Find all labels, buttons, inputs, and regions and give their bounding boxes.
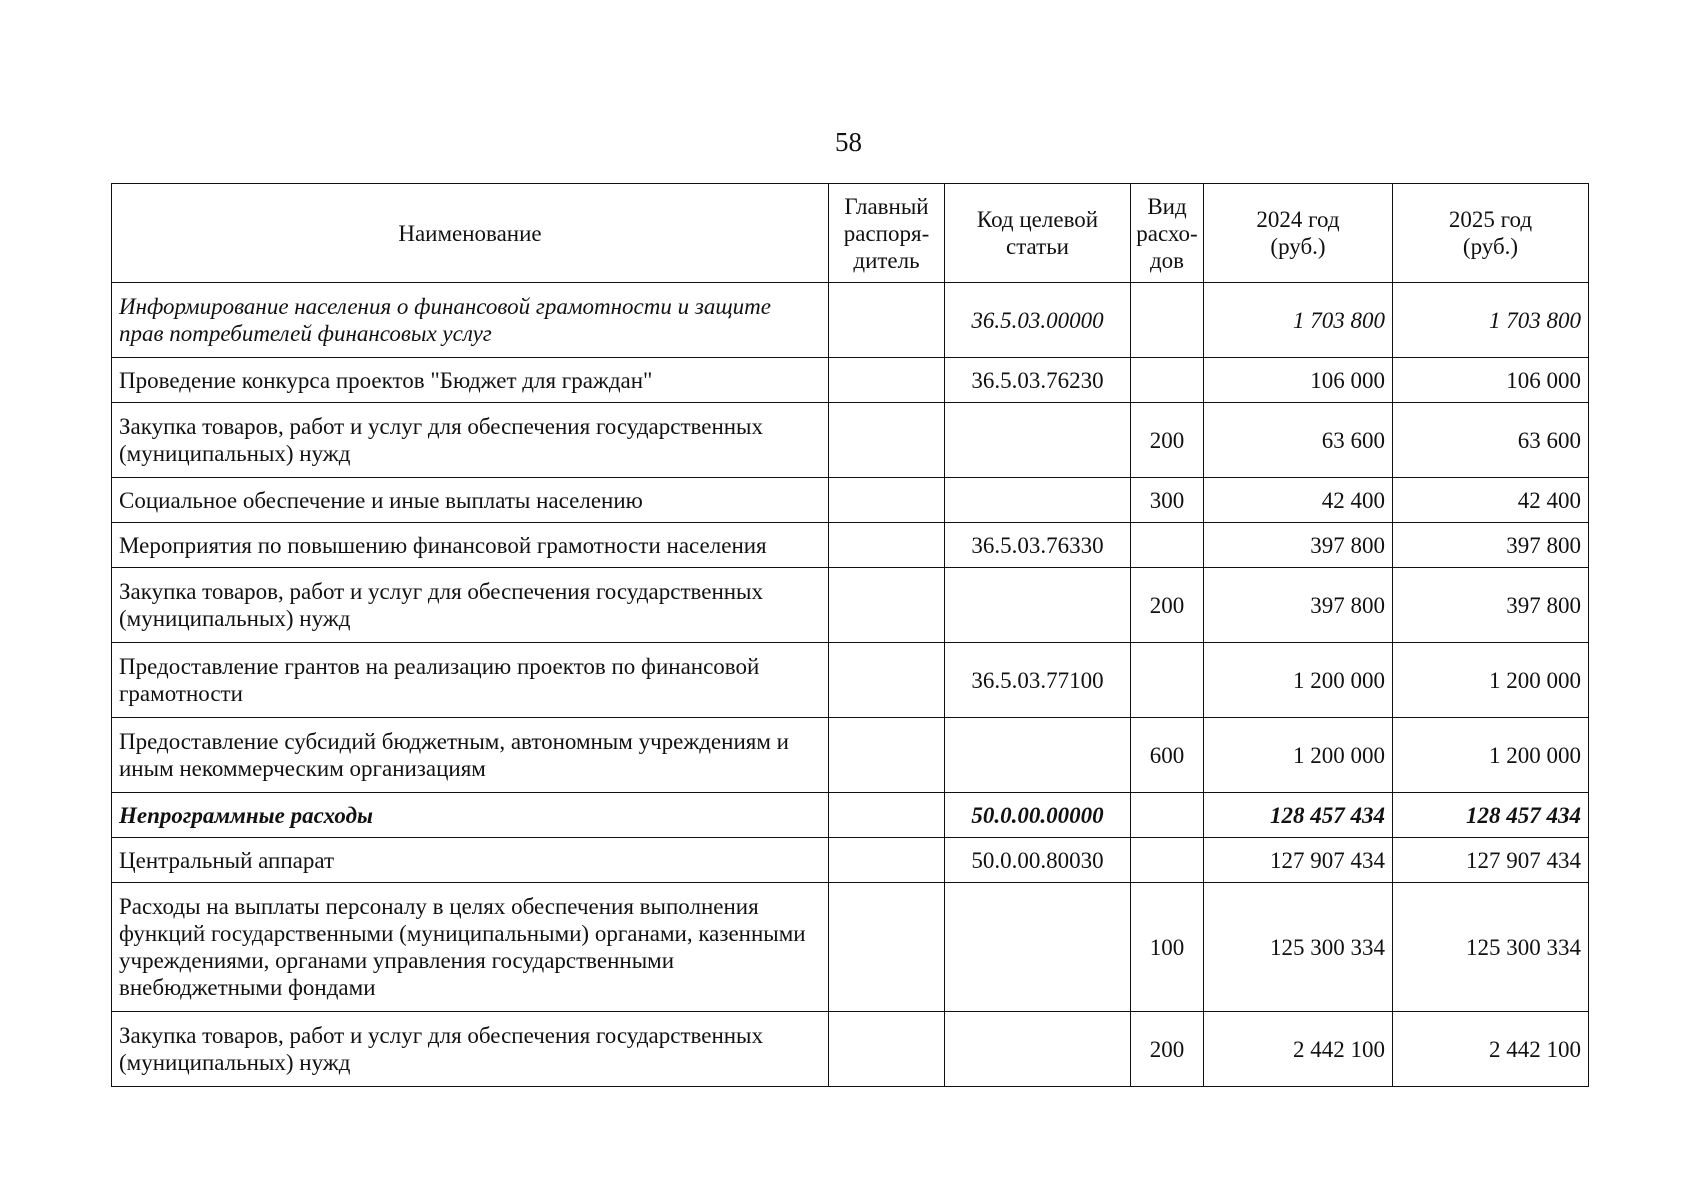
table-row xyxy=(112,643,1589,718)
row-code xyxy=(945,718,1131,793)
row-type: 200 xyxy=(1131,568,1204,643)
row-name: Предоставление грантов на реализацию проектов по финансовой грамотности xyxy=(112,643,829,718)
header-manager: Главный распоря- дитель xyxy=(829,184,945,283)
row-name: Центральный аппарат xyxy=(112,838,829,883)
header-type: Вид расхо- дов xyxy=(1131,184,1204,283)
row-code xyxy=(945,403,1131,478)
table-row xyxy=(112,793,1589,838)
row-amount-2025: 63 600 xyxy=(1393,403,1589,478)
row-name: Проведение конкурса проектов "Бюджет для граждан" xyxy=(112,358,829,403)
row-name: Непрограммные расходы xyxy=(112,793,829,838)
row-amount-2025: 397 800 xyxy=(1393,568,1589,643)
row-name: Предоставление субсидий бюджетным, автономным учреждениям и иным некоммерческим организациям xyxy=(112,718,829,793)
row-name: Закупка товаров, работ и услуг для обеспечения государственных (муниципальных) нужд xyxy=(112,1012,829,1087)
row-manager xyxy=(829,568,945,643)
row-code xyxy=(945,478,1131,523)
table-row xyxy=(112,478,1589,523)
row-amount-2025: 1 200 000 xyxy=(1393,643,1589,718)
row-code: 36.5.03.76330 xyxy=(945,523,1131,568)
row-amount-2025: 125 300 334 xyxy=(1393,883,1589,1012)
header-2025: 2025 год (руб.) xyxy=(1393,184,1589,283)
row-amount-2024: 397 800 xyxy=(1204,568,1393,643)
row-code: 50.0.00.80030 xyxy=(945,838,1131,883)
row-code xyxy=(945,1012,1131,1087)
table-row xyxy=(112,283,1589,358)
row-type: 100 xyxy=(1131,883,1204,1012)
row-amount-2025: 1 200 000 xyxy=(1393,718,1589,793)
row-amount-2025: 42 400 xyxy=(1393,478,1589,523)
row-amount-2025: 127 907 434 xyxy=(1393,838,1589,883)
row-amount-2024: 1 703 800 xyxy=(1204,283,1393,358)
row-code xyxy=(945,883,1131,1012)
row-amount-2024: 2 442 100 xyxy=(1204,1012,1393,1087)
row-amount-2024: 63 600 xyxy=(1204,403,1393,478)
table-row xyxy=(112,1012,1589,1087)
row-amount-2025: 2 442 100 xyxy=(1393,1012,1589,1087)
header-code: Код целевой статьи xyxy=(945,184,1131,283)
row-amount-2024: 397 800 xyxy=(1204,523,1393,568)
row-type xyxy=(1131,358,1204,403)
row-code: 36.5.03.77100 xyxy=(945,643,1131,718)
row-type xyxy=(1131,523,1204,568)
row-type: 600 xyxy=(1131,718,1204,793)
table-row xyxy=(112,718,1589,793)
table-row xyxy=(112,838,1589,883)
row-amount-2024: 1 200 000 xyxy=(1204,718,1393,793)
budget-table xyxy=(111,183,1589,1087)
row-code: 36.5.03.00000 xyxy=(945,283,1131,358)
row-name: Расходы на выплаты персоналу в целях обеспечения выполнения функций государственными (муниципальными) органами, казенными учреждениями, органами управления государственными внебюджетными фондами xyxy=(112,883,829,1012)
row-manager xyxy=(829,793,945,838)
table-row xyxy=(112,403,1589,478)
row-amount-2025: 397 800 xyxy=(1393,523,1589,568)
row-manager xyxy=(829,358,945,403)
row-name: Закупка товаров, работ и услуг для обеспечения государственных (муниципальных) нужд xyxy=(112,403,829,478)
row-amount-2024: 42 400 xyxy=(1204,478,1393,523)
row-type: 300 xyxy=(1131,478,1204,523)
row-manager xyxy=(829,478,945,523)
row-amount-2024: 106 000 xyxy=(1204,358,1393,403)
row-amount-2024: 128 457 434 xyxy=(1204,793,1393,838)
row-manager xyxy=(829,1012,945,1087)
row-type xyxy=(1131,793,1204,838)
row-name: Мероприятия по повышению финансовой грамотности населения xyxy=(112,523,829,568)
row-manager xyxy=(829,883,945,1012)
table-row xyxy=(112,523,1589,568)
row-amount-2025: 1 703 800 xyxy=(1393,283,1589,358)
table-row xyxy=(112,883,1589,1012)
row-amount-2025: 128 457 434 xyxy=(1393,793,1589,838)
row-manager xyxy=(829,718,945,793)
row-manager xyxy=(829,838,945,883)
table-row xyxy=(112,568,1589,643)
row-code: 36.5.03.76230 xyxy=(945,358,1131,403)
row-name: Социальное обеспечение и иные выплаты населению xyxy=(112,478,829,523)
page-number: 58 xyxy=(835,127,862,157)
row-manager xyxy=(829,403,945,478)
row-code: 50.0.00.00000 xyxy=(945,793,1131,838)
row-type xyxy=(1131,838,1204,883)
row-name: Закупка товаров, работ и услуг для обеспечения государственных (муниципальных) нужд xyxy=(112,568,829,643)
row-name: Информирование населения о финансовой грамотности и защите прав потребителей финансовых услуг xyxy=(112,283,829,358)
row-type xyxy=(1131,283,1204,358)
row-manager xyxy=(829,523,945,568)
header-name: Наименование xyxy=(112,184,829,283)
row-amount-2024: 125 300 334 xyxy=(1204,883,1393,1012)
row-amount-2024: 127 907 434 xyxy=(1204,838,1393,883)
row-manager xyxy=(829,283,945,358)
row-amount-2024: 1 200 000 xyxy=(1204,643,1393,718)
row-type: 200 xyxy=(1131,1012,1204,1087)
row-type: 200 xyxy=(1131,403,1204,478)
row-type xyxy=(1131,643,1204,718)
row-code xyxy=(945,568,1131,643)
table-row xyxy=(112,358,1589,403)
row-amount-2025: 106 000 xyxy=(1393,358,1589,403)
header-2024: 2024 год (руб.) xyxy=(1204,184,1393,283)
header-row xyxy=(112,184,1589,283)
row-manager xyxy=(829,643,945,718)
